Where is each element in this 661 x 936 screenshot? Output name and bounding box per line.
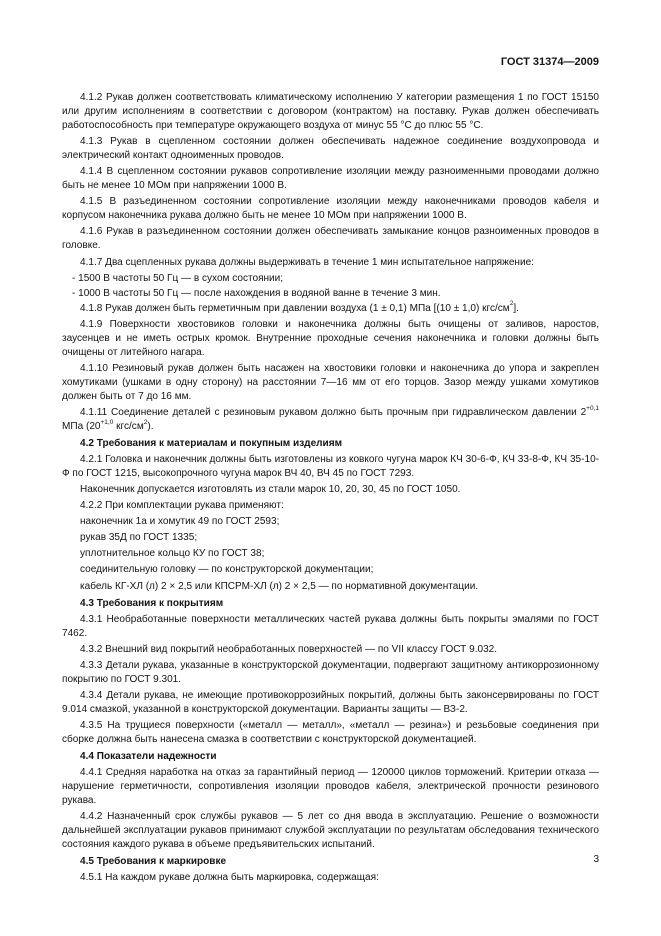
superscript-2-b: 2 [143, 418, 148, 426]
list-item-1500v: - 1500 В частоты 50 Гц — в сухом состоянии; [72, 272, 284, 284]
paragraph-4-1-9: 4.1.9 Поверхности хвостовиков головки и наконечника должны быть очищены от заливов, наростов, заусенцев и не иметь острых кромок. Внутренние проходные сечения наконечника и головки должны быть очищены от литейного нагара. [62, 318, 599, 358]
paragraph-4-1-11-text-b: МПа (20 [62, 421, 101, 433]
superscript-tolerance-kgf: +1,0 [100, 418, 114, 426]
list-item-rukav: рукав 35Д по ГОСТ 1335; [80, 532, 198, 544]
paragraph-4-1-5: 4.1.5 В разъединенном состоянии сопротивление изоляции между наконечниками проводов кабеля и корпусом наконечника рукава должно быть не менее 10 МОм при напряжении 1000 В. [62, 196, 599, 222]
paragraph-4-1-3: 4.1.3 Рукав в сцепленном состоянии должен обеспечивать надежное соединение воздухопровода и электрический контакт одноименных проводов. [62, 136, 599, 162]
list-item-nakonechnik: наконечник 1а и хомутик 49 по ГОСТ 2593; [80, 516, 280, 528]
paragraph-4-3-2: 4.3.2 Внешний вид покрытий необработанных поверхностей — по VII классу ГОСТ 9.032. [80, 643, 498, 655]
paragraph-4-1-8-text: 4.1.8 Рукав должен быть герметичным при давлении воздуха (1 ± 0,1) МПа [(10 ± 1,0) кгс/см [80, 302, 510, 314]
paragraph-4-5-1: 4.5.1 На каждом рукаве должна быть маркировка, содержащая: [80, 872, 379, 884]
paragraph-4-2-1: 4.2.1 Головка и наконечник должны быть изготовлены из ковкого чугуна марок КЧ 30-6-Ф, КЧ 33-8-Ф, КЧ 35-10-Ф по ГОСТ 1215, высокопрочного чугуна марок ВЧ 40, ВЧ 45 по ГОСТ 7293. [62, 454, 599, 480]
document-header: ГОСТ 31374—2009 [500, 56, 599, 68]
heading-4-4: 4.4 Показатели надежности [80, 751, 217, 763]
paragraph-4-1-6: 4.1.6 Рукав в разъединенном состоянии должен обеспечивать замыкание концов разноименных проводов в головке. [62, 226, 599, 252]
superscript-2: 2 [509, 300, 514, 308]
heading-4-5: 4.5 Требования к маркировке [80, 856, 227, 868]
paragraph-4-2-2: 4.2.2 При комплектации рукава применяют: [80, 500, 284, 512]
paragraph-4-1-11-text-c: кгс/см [113, 421, 144, 433]
paragraph-4-1-8 [62, 302, 599, 316]
paragraph-4-1-11-text-d: ). [147, 421, 154, 433]
paragraph-4-3-4: 4.3.4 Детали рукава, не имеющие противокоррозийных покрытий, должны быть законсервированы по ГОСТ 9.014 смазкой, указанной в конструкторской документации. Варианты защиты — ВЗ-2. [62, 689, 599, 715]
paragraph-4-1-4: 4.1.4 В сцепленном состоянии рукавов сопротивление изоляции между разноименными проводами должно быть не менее 10 МОм при напряжении 1000 В. [62, 166, 599, 192]
paragraph-4-1-8-end: ]. [513, 302, 519, 314]
paragraph-4-1-10: 4.1.10 Резиновый рукав должен быть насажен на хвостовики головки и наконечника до упора и закреплен хомутиками (ушками в одну сторону) на расстоянии 7—16 мм от его торцов. Зазор между ушками хомутиков должен быть от 7 до 16 мм. [62, 362, 599, 402]
list-item-koltso: уплотнительное кольцо КУ по ГОСТ 38; [80, 548, 265, 560]
paragraph-4-3-5: 4.3.5 На трущиеся поверхности («металл — металл», «металл — резина») и резьбовые соединения при сборке должна быть нанесена смазка в соответствии с конструкторской документацией. [62, 719, 599, 745]
paragraph-4-1-2: 4.1.2 Рукав должен соответствовать климатическому исполнению У категории размещения 1 по ГОСТ 15150 или другим исполнениям в соответствии с договором (контрактом) на поставку. Рукав должен обеспечивать работоспособность при температуре окружающего воздуха от минус 55 °С до плюс 55 °С. [62, 92, 599, 132]
list-item-golovka: соединительную головку — по конструкторской документации; [80, 564, 374, 576]
heading-4-2: 4.2 Требования к материалам и покупным изделиям [80, 438, 343, 450]
list-item-1000v: - 1000 В частоты 50 Гц — после нахождения в водяной ванне в течение 3 мин. [72, 287, 441, 299]
paragraph-4-1-11-text-a: 4.1.11 Соединение деталей с резиновым рукавом должно быть прочным при гидравлическом давлении 2 [80, 406, 587, 418]
paragraph-4-3-1: 4.3.1 Необработанные поверхности металлических частей рукава должны быть покрыты эмалями по ГОСТ 7462. [62, 613, 599, 639]
heading-4-3: 4.3 Требования к покрытиям [80, 597, 224, 609]
list-item-kabel: кабель КГ-ХЛ (л) 2 × 2,5 или КПСРМ-ХЛ (л) 2 × 2,5 — по нормативной документации. [80, 580, 479, 592]
superscript-tolerance-mpa: +0,1 [586, 404, 599, 412]
paragraph-4-1-7: 4.1.7 Два сцепленных рукава должны выдерживать в течение 1 мин испытательное напряжение: [80, 256, 534, 268]
paragraph-4-2-1-note: Наконечник допускается изготовлять из стали марок 10, 20, 30, 45 по ГОСТ 1050. [80, 484, 461, 496]
paragraph-4-3-3: 4.3.3 Детали рукава, указанные в конструкторской документации, подвергают защитному антикоррозионному покрытию по ГОСТ 9.301. [62, 659, 599, 685]
page-number: 3 [593, 854, 599, 865]
paragraph-4-4-2: 4.4.2 Назначенный срок службы рукавов — 5 лет со дня ввода в эксплуатацию. Решение о возможности дальнейшей эксплуатации рукавов принимают службой эксплуатации по результатам обследования технического состояния каждого рукава в объеме предъявительских испытаний. [62, 811, 599, 851]
paragraph-4-4-1: 4.4.1 Средняя наработка на отказ за гарантийный период — 120000 циклов торможений. Критерии отказа — нарушение герметичности, сопротивления изоляции проводов кабеля, электрической прочности резинового рукава. [62, 767, 599, 807]
paragraph-4-1-11 [62, 406, 599, 434]
